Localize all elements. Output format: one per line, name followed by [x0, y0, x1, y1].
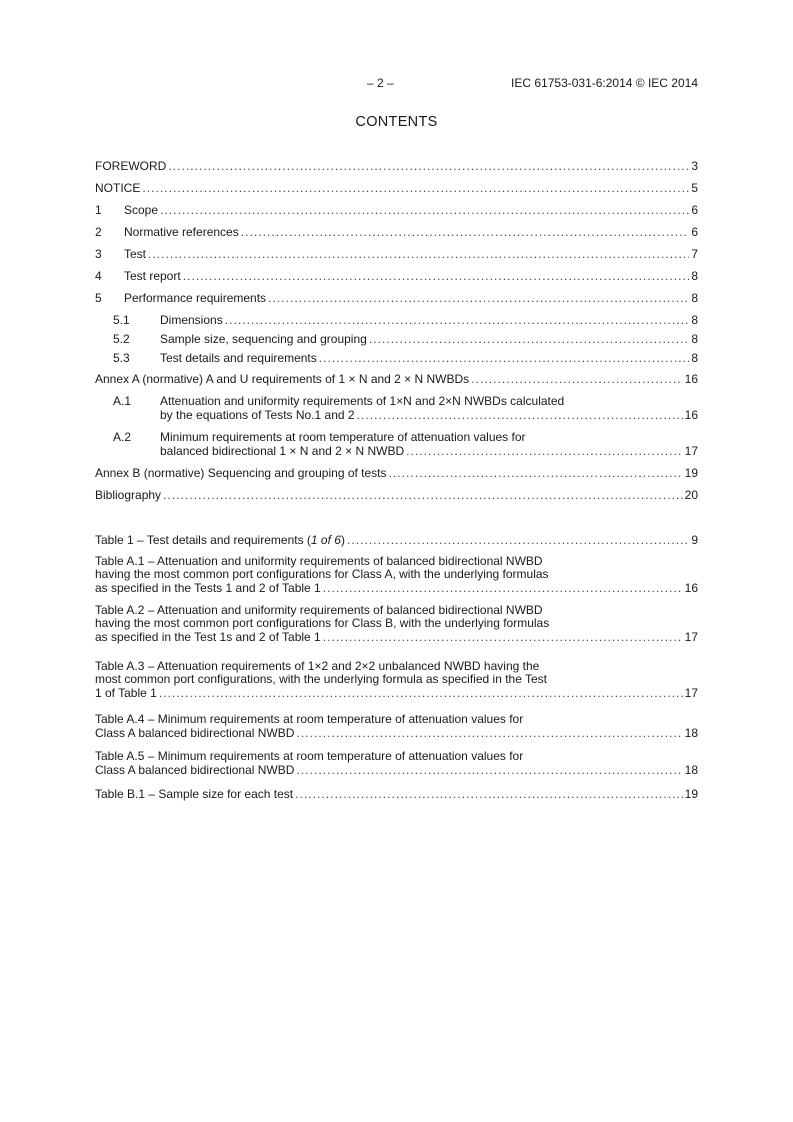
toc-entry-table-a1[interactable]: Table A.1 – Attenuation and uniformity requirements of balanced bidirectional NWBD having the most common port configurations for Class A, with the underlying formulas as specified in the Tests 1 and 2 of Table 1 ..... 16: [95, 555, 698, 595]
toc-entry-table-1[interactable]: Table 1 – Test details and requirements (1 of 6) ..... 9: [95, 533, 698, 547]
dot-leader: [319, 351, 690, 365]
toc-entry-annex-a2[interactable]: A.2 Minimum requirements at room temperature of attenuation values for balanced bidirectional 1 × N and 2 × N NWBD ..... 17: [95, 431, 698, 458]
toc-entry-annex-b[interactable]: Annex B (normative) Sequencing and grouping of tests ..... 19: [95, 466, 698, 480]
toc-entry-test-details[interactable]: 5.3 Test details and requirements ..... 8: [95, 351, 698, 365]
toc-entry-table-b1[interactable]: Table B.1 – Sample size for each test ..... 19: [95, 787, 698, 801]
dot-leader: [142, 181, 689, 195]
toc-entry-table-a3[interactable]: Table A.3 – Attenuation requirements of 1×2 and 2×2 unbalanced NWBD having the most common port configurations, with the underlying formula as specified in the Test 1 of Table 1 ..... 17: [95, 660, 698, 700]
dot-leader: [295, 787, 683, 801]
dot-leader: [168, 159, 689, 173]
toc-entry-sample-size[interactable]: 5.2 Sample size, sequencing and grouping ..... 8: [95, 332, 698, 346]
dot-leader: [471, 372, 682, 386]
dot-leader: [296, 763, 682, 777]
toc-entry-annex-a1[interactable]: A.1 Attenuation and uniformity requirements of 1×N and 2×N NWBDs calculated by the equations of Tests No.1 and 2 ..... 16: [95, 395, 698, 422]
toc-entry-table-a4[interactable]: Table A.4 – Minimum requirements at room temperature of attenuation values for Class A balanced bidirectional NWBD ..... 18: [95, 713, 698, 740]
toc-entry-table-a2[interactable]: Table A.2 – Attenuation and uniformity requirements of balanced bidirectional NWBD having the most common port configurations for Class B, with the underlying formulas as specified in the Test 1s and 2 of Table 1 ..... 17: [95, 604, 698, 644]
page-header: [96, 76, 698, 92]
dot-leader: [159, 686, 683, 700]
dot-leader: [225, 313, 690, 327]
dot-leader: [268, 291, 689, 305]
dot-leader: [323, 630, 683, 644]
dot-leader: [163, 488, 683, 502]
dot-leader: [148, 247, 689, 261]
dot-leader: [160, 203, 689, 217]
toc-entry-test[interactable]: 3 Test ..... 7: [95, 247, 698, 261]
toc-entry-normative-references[interactable]: 2 Normative references ..... 6: [95, 225, 698, 239]
toc-entry-foreword[interactable]: FOREWORD ..... 3: [95, 159, 698, 173]
dot-leader: [296, 726, 682, 740]
toc-entry-bibliography[interactable]: Bibliography ..... 20: [95, 488, 698, 502]
dot-leader: [323, 581, 683, 595]
toc-entry-performance-requirements[interactable]: 5 Performance requirements ..... 8: [95, 291, 698, 305]
toc-entry-annex-a[interactable]: Annex A (normative) A and U requirements of 1 × N and 2 × N NWBDs ..... 16: [95, 372, 698, 386]
dot-leader: [241, 225, 690, 239]
document-identifier: IEC 61753-031-6:2014 © IEC 2014: [511, 76, 698, 90]
dot-leader: [406, 444, 683, 458]
page-number: – 2 –: [367, 76, 394, 90]
dot-leader: [357, 408, 683, 422]
contents-title: CONTENTS: [355, 114, 438, 130]
toc-entry-scope[interactable]: 1 Scope ..... 6: [95, 203, 698, 217]
toc-entry-notice[interactable]: NOTICE ..... 5: [95, 181, 698, 195]
toc-entry-test-report[interactable]: 4 Test report ..... 8: [95, 269, 698, 283]
dot-leader: [183, 269, 690, 283]
dot-leader: [347, 533, 689, 547]
dot-leader: [389, 466, 683, 480]
dot-leader: [369, 332, 690, 346]
toc-entry-table-a5[interactable]: Table A.5 – Minimum requirements at room temperature of attenuation values for Class A balanced bidirectional NWBD ..... 18: [95, 750, 698, 777]
toc-entry-dimensions[interactable]: 5.1 Dimensions ..... 8: [95, 313, 698, 327]
